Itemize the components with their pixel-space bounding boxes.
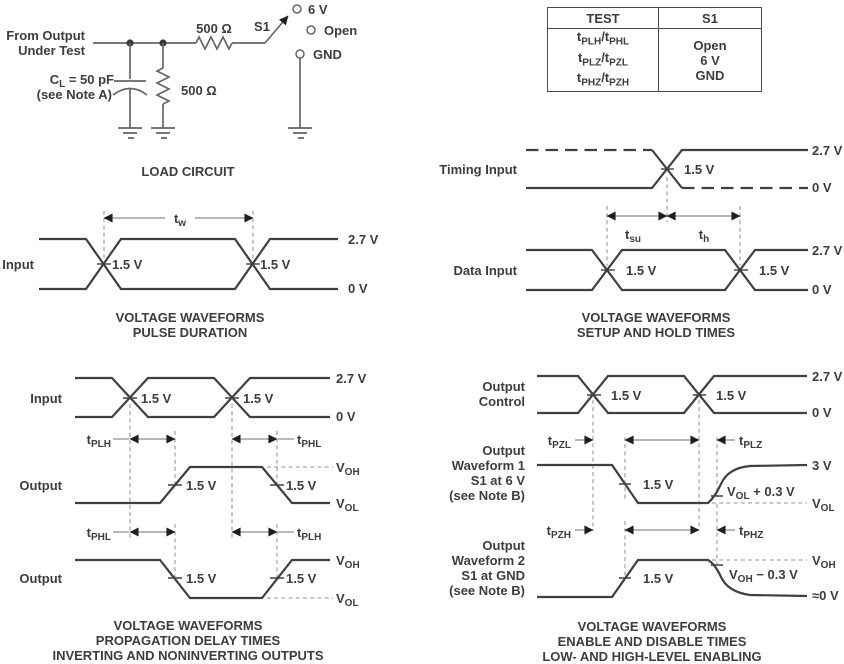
threshold-label: 1.5 V (643, 571, 674, 586)
table-cell-test: $t_{PLZ}/t_{PZL}$ (577, 49, 629, 69)
threshold-label: 1.5 V (611, 388, 642, 403)
high-level-label: 2.7 V (348, 232, 379, 247)
tw-label: $t_w$ (173, 211, 187, 230)
table-cell-s1: 6 V (700, 52, 720, 68)
waveform1-label-line2: Waveform 1 (451, 458, 525, 473)
table-column-s1 (658, 29, 761, 91)
caption-line: PULSE DURATION (132, 325, 248, 340)
threshold-label: 1.5 V (684, 162, 715, 177)
low-level-label: 0 V (812, 180, 832, 195)
tpzl-label: $t_{PZL}$ (547, 433, 571, 452)
threshold-label: 1.5 V (186, 571, 217, 586)
caption-line: VOLTAGE WAVEFORMS (581, 310, 731, 325)
data-input-label: Data Input (453, 263, 517, 278)
threshold-label: 1.5 V (716, 388, 747, 403)
output-label: Output (19, 571, 62, 586)
caption-line: VOLTAGE WAVEFORMS (115, 310, 265, 325)
table-header-s1 (658, 8, 761, 29)
th-label: $t_h$ (698, 227, 710, 246)
threshold-label: 1.5 V (643, 477, 674, 492)
waveform2-label-line1: Output (482, 538, 525, 553)
terminal-gnd (296, 50, 304, 58)
waveform2-label-line2: Waveform 2 (451, 553, 525, 568)
voh-label: $V_{OH}$ (812, 553, 836, 572)
series-resistor-symbol (196, 37, 232, 49)
source-label-line2: Under Test (18, 43, 85, 58)
waveform1-label-line4: (see Note B) (449, 488, 525, 503)
input-waveform-rail-a (39, 239, 338, 289)
input-label: Input (30, 391, 62, 406)
propagation-delay-diagram (19, 371, 366, 663)
control-waveform-rail-a (537, 376, 807, 413)
series-resistor-label: 500 Ω (196, 21, 232, 36)
threshold-label: 1.5 V (186, 478, 217, 493)
ground-symbol (288, 128, 312, 138)
table-cell-s1: Open (693, 37, 727, 53)
caption-line: INVERTING AND NONINVERTING OUTPUTS (52, 648, 324, 663)
table-cell-s1: GND (695, 67, 725, 83)
high-level-label: 2.7 V (812, 369, 843, 384)
threshold-label: 1.5 V (286, 571, 317, 586)
voh-label: $V_{OH}$ (336, 460, 360, 479)
low-level-label: 0 V (336, 409, 356, 424)
voh-minus-label: $V_{OH} - 0.3$ V (729, 567, 798, 586)
waveform2-label-line4: (see Note B) (449, 583, 525, 598)
tplh-label: $t_{PLH}$ (297, 525, 322, 544)
low-level-label: 0 V (348, 281, 368, 296)
threshold-label: 1.5 V (626, 263, 657, 278)
table-cell-test: $t_{PHZ}/t_{PZH}$ (576, 70, 630, 89)
waveform1-label-line1: Output (482, 443, 525, 458)
input-waveform-rail-b (39, 239, 338, 289)
load-circuit-caption: LOAD CIRCUIT (141, 164, 235, 179)
source-label-line1: From Output (6, 28, 85, 43)
terminal-open (307, 26, 315, 34)
caption-line: LOW- AND HIGH-LEVEL ENABLING (542, 649, 762, 664)
ground-symbol (118, 128, 142, 138)
high-level-label: 2.7 V (812, 243, 843, 258)
pulse-duration-diagram (2, 211, 378, 340)
enable-disable-diagram (449, 369, 843, 664)
terminal-open-label: Open (324, 23, 358, 38)
tphl-label: $t_{PHL}$ (86, 525, 111, 544)
caption-line: VOLTAGE WAVEFORMS (113, 618, 263, 633)
tphl-label: $t_{PHL}$ (297, 432, 322, 451)
threshold-label: 1.5 V (141, 391, 172, 406)
threshold-label: 1.5 V (112, 257, 143, 272)
tplz-label: $t_{PLZ}$ (739, 433, 763, 452)
caption-line: ENABLE AND DISABLE TIMES (557, 634, 747, 649)
v3-label: 3 V (812, 458, 832, 473)
table-header-test-label: TEST (586, 10, 620, 26)
input-label: Input (2, 257, 34, 272)
high-level-label: 2.7 V (336, 371, 367, 386)
cap-note-label: (see Note A) (36, 87, 112, 102)
threshold-label: 1.5 V (286, 478, 317, 493)
output-label: Output (19, 478, 62, 493)
vol-label: $V_{OL}$ (336, 591, 359, 610)
table-header-test (548, 8, 658, 29)
low-level-label: 0 V (812, 282, 832, 297)
table-column-test (548, 29, 658, 91)
output-control-label-line1: Output (482, 379, 525, 394)
cap-value-label: $C_L = 50$ pF (49, 72, 114, 91)
threshold-label: 1.5 V (260, 257, 291, 272)
switch-label: S1 (254, 19, 270, 34)
table-cell-test: $t_{PLH}/t_{PHL}$ (576, 29, 630, 48)
voh-label: $V_{OH}$ (336, 553, 360, 572)
measurement-dashed-lines (607, 177, 740, 266)
ground-symbol (151, 128, 175, 138)
threshold-label: 1.5 V (759, 263, 790, 278)
terminal-gnd-label: GND (313, 47, 342, 62)
terminal-6v-label: 6 V (308, 2, 328, 17)
tpzh-label: $t_{PZH}$ (546, 523, 571, 542)
setup-hold-diagram (439, 143, 842, 340)
waveform1-label-line3: S1 at 6 V (470, 473, 525, 488)
output-control-label-line2: Control (478, 394, 525, 409)
caption-line: PROPAGATION DELAY TIMES (95, 633, 281, 648)
control-waveform-rail-b (537, 376, 807, 413)
shunt-resistor-symbol (157, 43, 169, 128)
shunt-resistor-label: 500 Ω (181, 83, 217, 98)
input-waveform-rail-b (75, 378, 330, 417)
threshold-label: 1.5 V (243, 391, 274, 406)
high-level-label: 2.7 V (812, 143, 843, 158)
tsu-label: $t_{su}$ (624, 227, 642, 246)
waveform2-label-line3: S1 at GND (461, 568, 525, 583)
tplh-label: $t_{PLH}$ (86, 432, 111, 451)
low-level-label: 0 V (812, 405, 832, 420)
timing-input-label: Timing Input (439, 162, 517, 177)
vol-plus-label: $V_{OL} + 0.3$ V (727, 484, 795, 503)
caption-line: SETUP AND HOLD TIMES (576, 325, 736, 340)
approx-zero-label: ≈0 V (812, 588, 839, 603)
load-capacitor (113, 43, 147, 128)
vol-label: $V_{OL}$ (812, 496, 835, 515)
caption-line: VOLTAGE WAVEFORMS (577, 619, 727, 634)
switch-s1 (265, 5, 315, 128)
input-waveform-rail-a (75, 378, 330, 417)
test-conditions-table (547, 7, 762, 92)
tphz-label: $t_{PHZ}$ (739, 523, 764, 542)
vol-label: $V_{OL}$ (336, 496, 359, 515)
table-header-s1-label: S1 (702, 10, 718, 26)
load-circuit (6, 2, 357, 179)
terminal-6v (293, 5, 301, 13)
